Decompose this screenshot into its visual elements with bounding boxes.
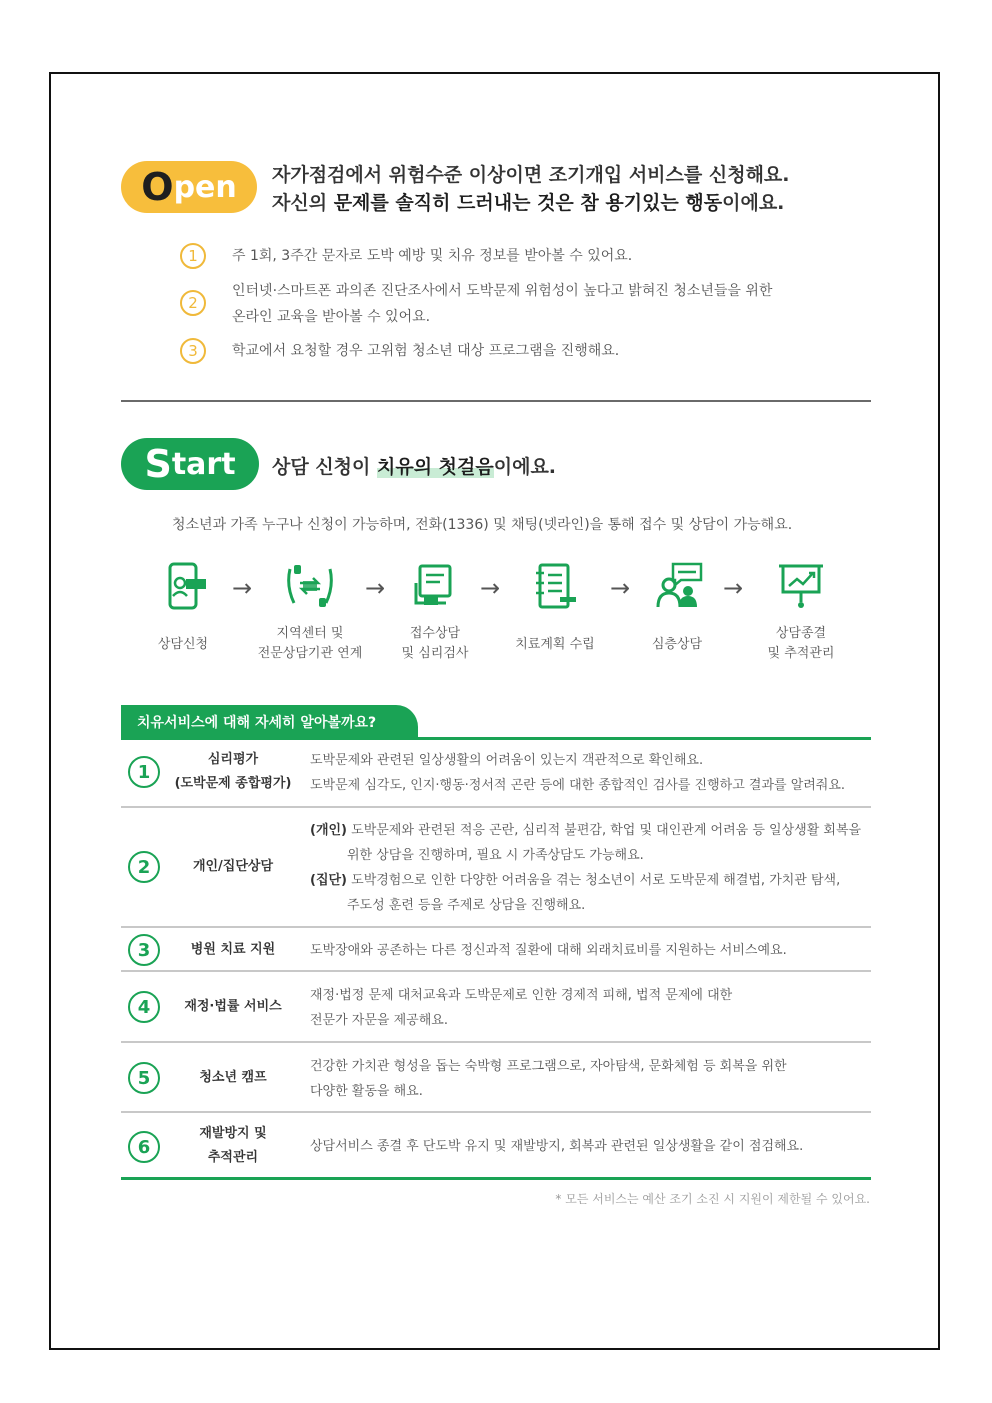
flow-arrow-icon: → [480,574,501,602]
counsel-people-icon [655,561,705,611]
service-description [310,983,870,1033]
service-description-text: 도박문제와 관련된 적응 곤란, 심리적 불편감, 학업 및 대인관계 어려움 등 일상생활 회복을 [347,823,862,838]
open-headline-2-strong: 문제를 솔직히 드러내는 것은 참 용기있는 행동 [333,192,723,214]
table-row-divider [121,806,871,808]
service-name-line: 심리평가 [207,752,259,767]
flow-step-line: 전문상담기관 연계 [257,646,363,661]
open-item-1 [180,243,840,269]
service-description-line: 도박문제 심각도, 인지·행동·정서적 곤란 등에 대한 종합적인 검사를 진행하고 결과를 알려줘요. [310,778,846,793]
flow-step-line: 지역센터 및 [276,626,344,641]
phone-counsel-icon [160,561,210,611]
flow-arrow-icon: → [365,574,386,602]
service-description-line: 재정·법정 문제 대처교육과 도박문제로 인한 경제적 피해, 법적 문제에 대한 [310,988,733,1003]
open-item-text: 주 1회, 3주간 문자로 도박 예방 및 치유 정보를 받아볼 수 있어요. [232,248,633,264]
service-description-text: 도박경험으로 인한 다양한 어려움을 겪는 청소년이 서로 도박문제 해결법, 가치관 탐색, [347,873,841,888]
table-bottom-rule [121,1177,871,1180]
table-row-divider [121,970,871,972]
service-name [165,1066,301,1090]
open-badge [121,161,257,213]
open-item-text: 학교에서 요청할 경우 고위험 청소년 대상 프로그램을 진행해요. [232,343,620,359]
number-circle-icon: 3 [180,338,206,364]
start-headline [272,452,556,479]
service-name [165,748,301,796]
service-description-line: 다양한 활동을 해요. [310,1084,423,1099]
plan-notebook-icon [530,561,580,611]
table-row-divider [121,926,871,928]
service-description-line: 위한 상담을 진행하며, 필요 시 가족상담도 가능해요. [347,848,644,863]
service-name-line: 추적관리 [207,1150,259,1165]
flow-step-line: 상담종결 [775,626,827,641]
service-description-line: 주도성 훈련 등을 주제로 상담을 진행해요. [347,898,586,913]
service-name-line: 청소년 캠프 [199,1070,267,1085]
table-row-divider [121,1111,871,1113]
number-circle-icon: 3 [128,934,160,966]
service-name-line: 개인/집단상담 [192,859,274,874]
service-description-line [310,818,870,843]
flow-step-line: 및 추적관리 [767,646,835,661]
service-description-line: 상담서비스 종결 후 단도박 유지 및 재발방지, 회복과 관련된 일상생활을 같이 점검해요. [310,1139,804,1154]
number-circle-icon: 1 [180,243,206,269]
tag-group: (집단) [310,873,347,888]
budget-footnote: * 모든 서비스는 예산 조기 소진 시 지원이 제한될 수 있어요. [555,1192,870,1206]
open-item-2 [180,278,840,330]
service-description-line: 도박장애와 공존하는 다른 정신과적 질환에 대해 외래치료비를 지원하는 서비스예요. [310,943,787,958]
number-circle-icon: 5 [128,1062,160,1094]
flow-arrow-icon: → [723,574,744,602]
start-headline-pre: 상담 신청이 [272,456,377,478]
start-badge-lead: S [144,442,172,486]
open-headline-2 [272,188,784,215]
service-description [310,1134,870,1159]
open-headline-2-pre: 자신의 [272,192,334,214]
service-name [165,938,301,962]
start-headline-post: 이에요. [493,456,557,478]
table-top-rule [121,737,871,740]
start-description: 청소년과 가족 누구나 신청이 가능하며, 전화(1336) 및 채팅(넷라인)을 통해 접수 및 상담이 가능해요. [172,517,793,533]
service-name-line: 병원 치료 지원 [190,942,276,957]
flow-step-label [113,635,253,655]
service-description-line [310,868,870,893]
number-circle-icon: 2 [128,851,160,883]
service-description-line: 도박문제와 관련된 일상생활의 어려움이 있는지 객관적으로 확인해요. [310,753,704,768]
flow-step-line: 및 심리검사 [401,646,469,661]
open-headline-2-post: 이에요. [722,192,785,214]
open-item-3 [180,338,840,364]
start-headline-strong: 치유의 첫걸음 [377,456,494,478]
service-name-line: (도박문제 종합평가) [174,776,292,791]
number-circle-icon: 2 [180,290,206,316]
service-name [165,1122,301,1170]
flow-step-line: 치료계획 수립 [515,637,595,652]
flow-step-label [731,624,871,664]
table-row-divider [121,1041,871,1043]
clipboard-test-icon [410,561,460,611]
flow-arrow-icon: → [610,574,631,602]
chart-board-icon [776,561,826,611]
service-description [310,938,870,963]
number-circle-icon: 6 [128,1131,160,1163]
flow-step-label [365,624,505,664]
service-description-line: 전문가 자문을 제공해요. [310,1013,448,1028]
flow-step-line: 접수상담 [409,626,461,641]
open-headline-1: 자가점검에서 위험수준 이상이면 조기개입 서비스를 신청해요. [272,164,790,186]
service-description [310,1054,870,1104]
flow-step-line: 심층상담 [651,637,703,652]
flow-step-label [240,624,380,664]
open-badge-lead: O [141,165,174,209]
flow-step-label [485,635,625,655]
services-title: 치유서비스에 대해 자세히 알아볼까요? [121,705,418,739]
start-badge-rest: tart [171,446,236,482]
open-item-text-line: 온라인 교육을 받아볼 수 있어요. [232,309,431,325]
service-name [165,995,301,1019]
number-circle-icon: 1 [128,756,160,788]
service-description [310,748,870,798]
tag-individual: (개인) [310,823,347,838]
flow-arrow-icon: → [232,574,253,602]
service-description-line: 건강한 가치관 형성을 돕는 숙박형 프로그램으로, 자아탐색, 문화체험 등 회복을 위한 [310,1059,787,1074]
flow-step-label [607,635,747,655]
service-description [310,818,870,918]
flow-step-line: 상담신청 [157,637,209,652]
start-badge [121,438,259,490]
number-circle-icon: 4 [128,991,160,1023]
phone-link-icon [285,561,335,611]
section-divider [121,400,871,402]
open-badge-rest: pen [173,169,237,205]
service-name [165,855,301,879]
open-item-text-line: 인터넷·스마트폰 과의존 진단조사에서 도박문제 위험성이 높다고 밝혀진 청소년들을 위한 [232,283,773,299]
service-name-line: 재발방지 및 [199,1126,267,1141]
open-item-text [232,278,772,330]
service-name-line: 재정·법률 서비스 [184,999,282,1014]
